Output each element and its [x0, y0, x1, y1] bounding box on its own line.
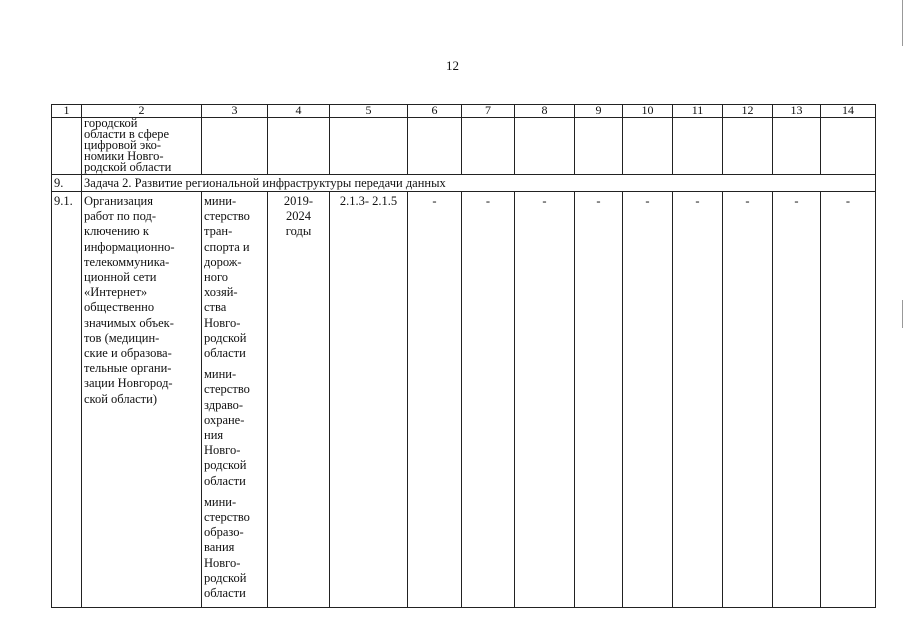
task-title: Задача 2. Развитие региональной инфраструктуры передачи данных: [82, 175, 876, 192]
table-row-item: [52, 192, 876, 608]
responsible-ministry-transport: мини- стерство тран- спорта и дорож- ного хозяй- ства Новго- родской области: [204, 194, 250, 361]
responsible-ministry-health: мини- стерство здраво- охране- ния Новго- родской области: [204, 367, 250, 488]
page-number: 12: [446, 58, 459, 73]
header-cell: 3: [202, 105, 268, 118]
cell-empty: [773, 118, 821, 175]
value-cell: -: [462, 192, 515, 608]
cell-empty: [52, 118, 82, 175]
cell-empty: [202, 118, 268, 175]
cell-empty: [330, 118, 408, 175]
item-number: 9.1.: [52, 192, 82, 608]
responsible-cell: [202, 192, 268, 608]
item-years: 2019- 2024 годы: [283, 194, 314, 239]
header-cell: 12: [723, 105, 773, 118]
header-cell: 11: [673, 105, 723, 118]
header-cell: 1: [52, 105, 82, 118]
header-cell: 6: [408, 105, 462, 118]
cell-empty: [575, 118, 623, 175]
cell-empty: [515, 118, 575, 175]
cell-empty: [268, 118, 330, 175]
header-cell: 9: [575, 105, 623, 118]
value-cell: -: [821, 192, 876, 608]
header-cell: 7: [462, 105, 515, 118]
table-row-task: [52, 175, 876, 192]
indicators-cell: 2.1.3- 2.1.5: [330, 192, 408, 608]
header-cell: 14: [821, 105, 876, 118]
table-header-row: [52, 105, 876, 118]
value-cell: -: [408, 192, 462, 608]
task-number: 9.: [52, 175, 82, 192]
value-cell: -: [673, 192, 723, 608]
header-cell: 8: [515, 105, 575, 118]
responsible-ministry-education: мини- стерство образо- вания Новго- родской области: [204, 494, 250, 601]
cell-empty: [723, 118, 773, 175]
years-cell: [268, 192, 330, 608]
cell-empty: [821, 118, 876, 175]
header-cell: 4: [268, 105, 330, 118]
value-cell: -: [773, 192, 821, 608]
value-cell: -: [723, 192, 773, 608]
value-cell: -: [623, 192, 673, 608]
plan-table: [51, 104, 876, 608]
value-cell: -: [575, 192, 623, 608]
continuation-text: городской области в сфере цифровой эко- номики Новго- родской области: [84, 117, 172, 174]
header-cell: 2: [82, 105, 202, 118]
cell-empty: [673, 118, 723, 175]
item-description: Организация работ по под- ключению к информационно- телекоммуника- ционной сети «Интернет» общественно значимых объек- тов (медицин- ские и образова- тельные органи- зации Новгород- ской области): [84, 194, 175, 406]
table-row-continuation: [52, 118, 876, 175]
cell-empty: [408, 118, 462, 175]
scan-edge-mark: [902, 300, 903, 328]
header-cell: 10: [623, 105, 673, 118]
cell-empty: [462, 118, 515, 175]
scan-edge-mark: [902, 0, 903, 46]
header-cell: 13: [773, 105, 821, 118]
cell-empty: [623, 118, 673, 175]
item-description-cell: [82, 192, 202, 608]
value-cell: -: [515, 192, 575, 608]
header-cell: 5: [330, 105, 408, 118]
continuation-text-cell: [82, 118, 202, 175]
